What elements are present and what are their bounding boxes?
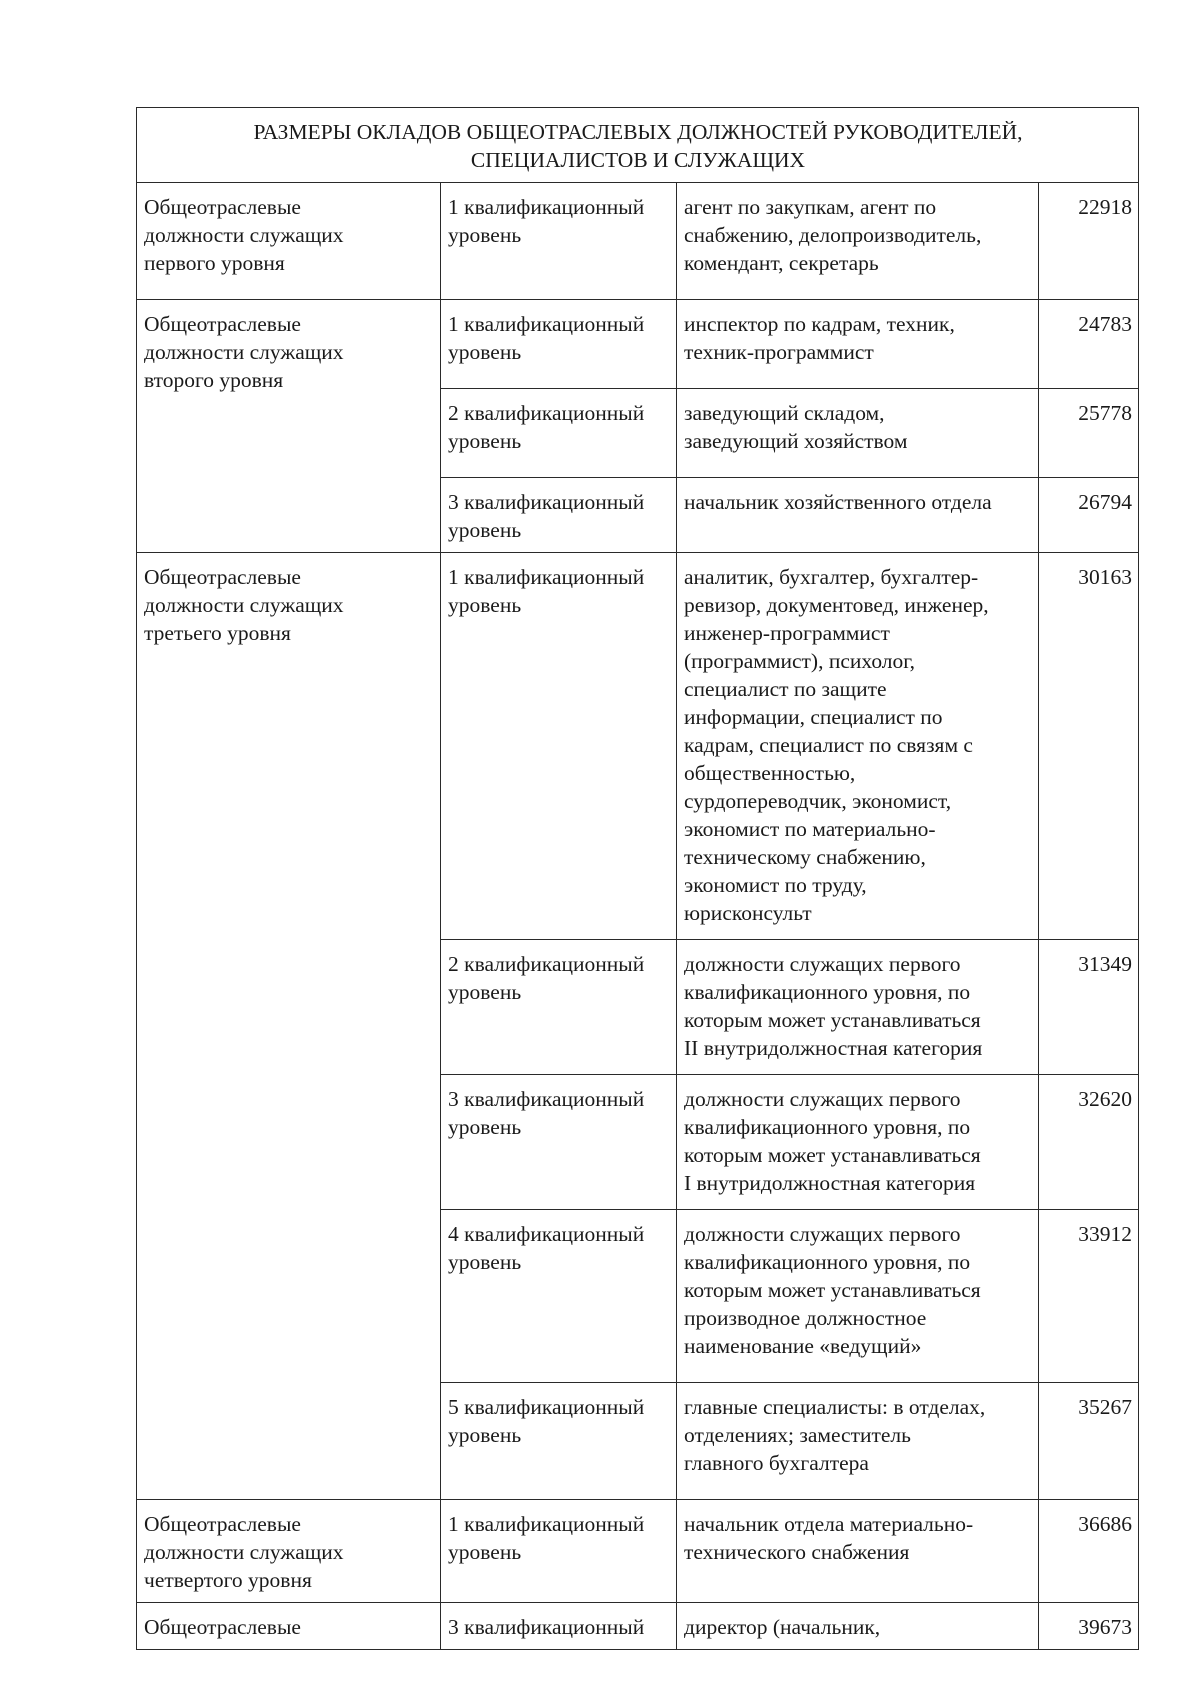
qualification-level-cell: 1 квалификационный уровень xyxy=(441,553,677,940)
qualification-level-cell: 2 квалификационный уровень xyxy=(441,389,677,478)
salary-amount-cell: 26794 xyxy=(1039,478,1139,553)
group-name-cell: Общеотраслевые должности служащих второго уровня xyxy=(137,300,441,553)
qualification-level-cell: 1 квалификационный уровень xyxy=(441,300,677,389)
positions-cell: заведующий складом, заведующий хозяйством xyxy=(677,389,1039,478)
table-row xyxy=(137,183,1139,300)
salary-amount-cell: 24783 xyxy=(1039,300,1139,389)
table-row xyxy=(137,1603,1139,1650)
group-name-cell: Общеотраслевые должности служащих первого уровня xyxy=(137,183,441,300)
salary-amount-cell: 35267 xyxy=(1039,1383,1139,1500)
table-title xyxy=(137,108,1139,183)
qualification-level-cell: 3 квалификационный уровень xyxy=(441,478,677,553)
table-title-row xyxy=(137,108,1139,183)
positions-cell: начальник хозяйственного отдела xyxy=(677,478,1039,553)
salary-amount-cell: 31349 xyxy=(1039,940,1139,1075)
salary-table xyxy=(136,107,1139,1650)
qualification-level-cell: 3 квалификационный xyxy=(441,1603,677,1650)
salary-amount-cell: 25778 xyxy=(1039,389,1139,478)
group-name-cell: Общеотраслевые должности служащих третьего уровня xyxy=(137,553,441,1500)
table-row xyxy=(137,300,1139,389)
positions-cell: начальник отдела материально- технического снабжения xyxy=(677,1500,1039,1603)
qualification-level-cell: 1 квалификационный уровень xyxy=(441,183,677,300)
positions-cell: должности служащих первого квалификационного уровня, по которым может устанавливаться I внутридолжностная категория xyxy=(677,1075,1039,1210)
salary-amount-cell: 33912 xyxy=(1039,1210,1139,1383)
salary-amount-cell: 30163 xyxy=(1039,553,1139,940)
table-title-line-1: РАЗМЕРЫ ОКЛАДОВ ОБЩЕОТРАСЛЕВЫХ ДОЛЖНОСТЕЙ РУКОВОДИТЕЛЕЙ, xyxy=(253,120,1023,144)
table-row xyxy=(137,1500,1139,1603)
salary-amount-cell: 32620 xyxy=(1039,1075,1139,1210)
positions-cell: аналитик, бухгалтер, бухгалтер- ревизор, документовед, инженер, инженер-программист (программист), психолог, специалист по защите информации, специалист по кадрам, специалист по связям с общественностью, сурдопереводчик, экономист, экономист по материально- техническому снабжению, экономист по труду, юрисконсульт xyxy=(677,553,1039,940)
qualification-level-cell: 4 квалификационный уровень xyxy=(441,1210,677,1383)
positions-cell: агент по закупкам, агент по снабжению, делопроизводитель, комендант, секретарь xyxy=(677,183,1039,300)
positions-cell: должности служащих первого квалификационного уровня, по которым может устанавливаться II внутридолжностная категория xyxy=(677,940,1039,1075)
table-row xyxy=(137,553,1139,940)
salary-amount-cell: 39673 xyxy=(1039,1603,1139,1650)
group-name-cell: Общеотраслевые xyxy=(137,1603,441,1650)
positions-cell: директор (начальник, xyxy=(677,1603,1039,1650)
group-name-cell: Общеотраслевые должности служащих четвертого уровня xyxy=(137,1500,441,1603)
qualification-level-cell: 1 квалификационный уровень xyxy=(441,1500,677,1603)
table-title-line-2: СПЕЦИАЛИСТОВ И СЛУЖАЩИХ xyxy=(470,148,806,172)
qualification-level-cell: 3 квалификационный уровень xyxy=(441,1075,677,1210)
qualification-level-cell: 5 квалификационный уровень xyxy=(441,1383,677,1500)
positions-cell: должности служащих первого квалификационного уровня, по которым может устанавливаться производное должностное наименование «ведущий» xyxy=(677,1210,1039,1383)
qualification-level-cell: 2 квалификационный уровень xyxy=(441,940,677,1075)
positions-cell: инспектор по кадрам, техник, техник-программист xyxy=(677,300,1039,389)
salary-amount-cell: 22918 xyxy=(1039,183,1139,300)
positions-cell: главные специалисты: в отделах, отделениях; заместитель главного бухгалтера xyxy=(677,1383,1039,1500)
salary-amount-cell: 36686 xyxy=(1039,1500,1139,1603)
